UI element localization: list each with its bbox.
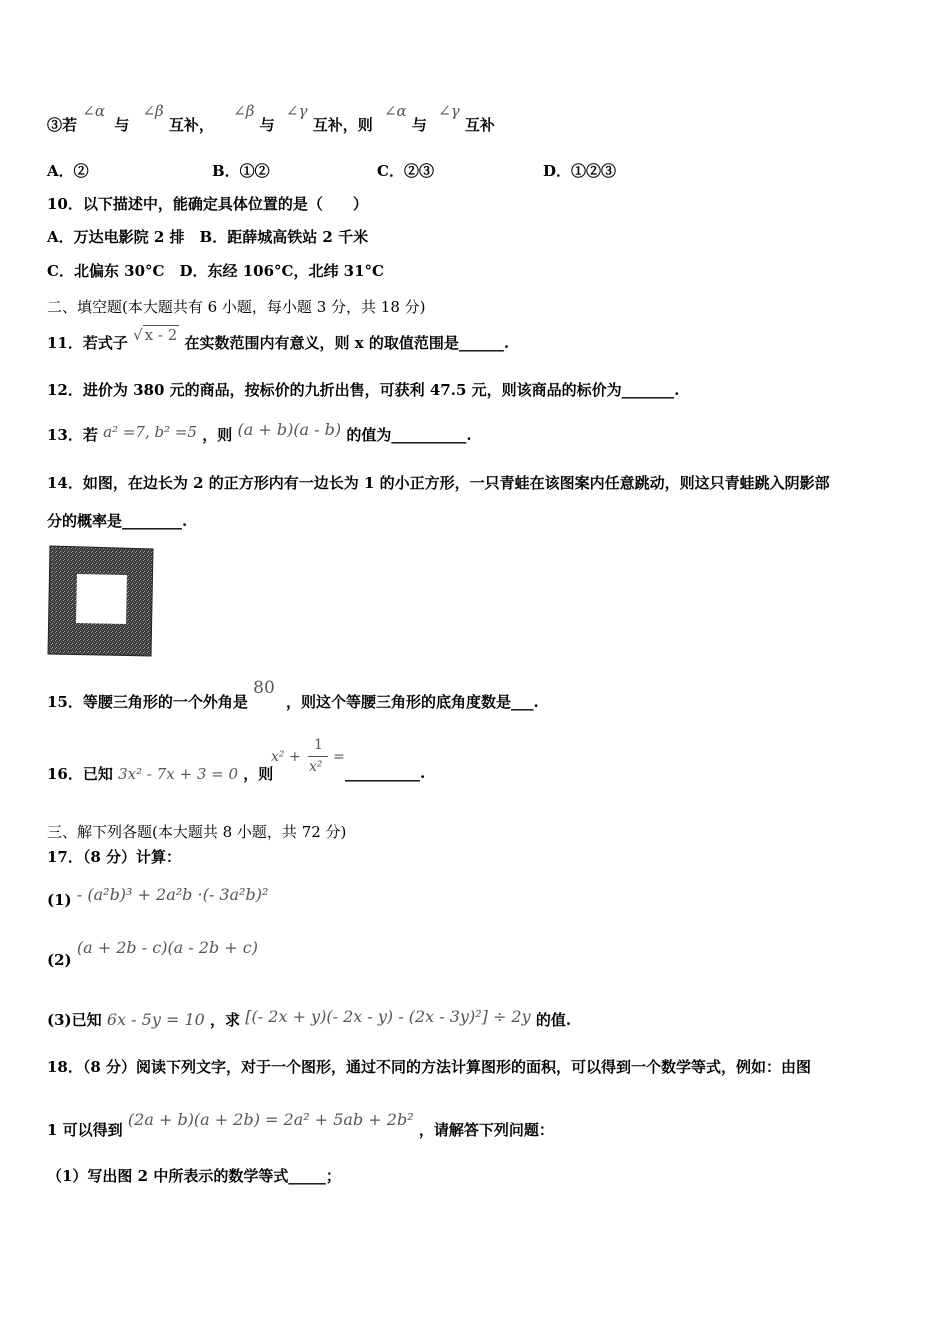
label: (1) bbox=[47, 891, 72, 909]
equation: 3x² - 7x + 3 = 0 bbox=[118, 765, 239, 783]
text: 互补 bbox=[464, 116, 495, 134]
text: 11．若式子 bbox=[47, 334, 128, 352]
q13 bbox=[47, 420, 472, 445]
condition: 6x - 5y = 10 bbox=[106, 1010, 205, 1029]
q9-option-a: A．② bbox=[47, 162, 89, 180]
example-equation: (2a + b)(a + 2b) = 2a² + 5ab + 2b² bbox=[127, 1110, 414, 1129]
q9-option-b: B．①② bbox=[212, 162, 270, 180]
q18-line-2 bbox=[47, 1110, 554, 1140]
text: 互补，则 bbox=[312, 116, 373, 134]
q14-line-2: 分的概率是________. bbox=[47, 512, 188, 530]
text: 在实数范围内有意义，则 x 的取值范围是______. bbox=[184, 334, 510, 352]
expression: - (a²b)³ + 2a²b ·(- 3a²b)² bbox=[76, 885, 269, 904]
denominator: x² bbox=[309, 759, 323, 775]
expression: (a + 2b - c)(a - 2b + c) bbox=[76, 938, 258, 957]
section-2-heading: 二、填空题(本大题共有 6 小题，每小题 3 分，共 18 分) bbox=[47, 298, 426, 316]
equals: = bbox=[333, 749, 345, 765]
text: ，请解答下列问题： bbox=[418, 1121, 554, 1139]
q17-part-1 bbox=[47, 885, 269, 910]
text: ，则这个等腰三角形的底角度数是___. bbox=[286, 693, 539, 711]
q17-part-3 bbox=[47, 1007, 572, 1030]
sqrt-expression: √ x - 2 bbox=[133, 326, 178, 344]
text: 13．若 bbox=[47, 426, 98, 444]
text: 的值. bbox=[535, 1011, 572, 1029]
q12: 12．进价为 380 元的商品，按标价的九折出售，可获利 47.5 元，则该商品的标价为_______. bbox=[47, 381, 680, 399]
q17-stem: 17．（8 分）计算： bbox=[47, 848, 182, 866]
angle-gamma: ∠γ bbox=[438, 102, 460, 120]
expression: [(- 2x + y)(- 2x - y) - (2x - 3y)²] ÷ 2y bbox=[245, 1007, 531, 1026]
text: ，则 bbox=[202, 426, 233, 444]
q18-line-1: 18．（8 分）阅读下列文字，对于一个图形，通过不同的方法计算图形的面积，可以得到一个数学等式，例如：由图 bbox=[47, 1058, 812, 1076]
angle-gamma: ∠γ bbox=[285, 102, 308, 120]
text: ，则 bbox=[243, 765, 274, 783]
angle-value: 80 bbox=[253, 678, 275, 698]
section-3-heading: 三、解下列各题(本大题共 8 小题，共 72 分) bbox=[47, 823, 347, 841]
q17-part-2 bbox=[47, 938, 258, 970]
angle-beta: ∠β bbox=[142, 102, 164, 120]
inner-square bbox=[76, 574, 127, 624]
text: 的值为__________. bbox=[346, 426, 472, 444]
target-expression: (a + b)(a - b) bbox=[237, 420, 342, 439]
q10-options-cd: C．北偏东 30°C D．东经 106°C，北纬 31°C bbox=[47, 262, 384, 280]
q10-options-ab: A．万达电影院 2 排 B．距薛城高铁站 2 千米 bbox=[47, 228, 369, 246]
q10-stem: 10．以下描述中，能确定具体位置的是（ ） bbox=[47, 195, 368, 213]
q9-statement-3 bbox=[47, 102, 495, 135]
q9-option-c: C．②③ bbox=[377, 162, 434, 180]
numerator: 1 bbox=[314, 737, 323, 753]
text: 互补， bbox=[168, 116, 214, 134]
text: ，求 bbox=[210, 1011, 241, 1029]
angle-beta: ∠β bbox=[233, 102, 255, 120]
label: (2) bbox=[47, 951, 72, 969]
angle-alpha: ∠α bbox=[82, 102, 105, 120]
q16-blank: __________. bbox=[345, 764, 426, 782]
radicand: x - 2 bbox=[144, 326, 178, 344]
angle-alpha: ∠α bbox=[383, 102, 407, 120]
q18-sub-1: （1）写出图 2 中所表示的数学等式_____； bbox=[47, 1167, 341, 1185]
q16 bbox=[47, 764, 273, 784]
x-squared: x² + bbox=[271, 749, 301, 765]
text: 1 可以得到 bbox=[47, 1121, 123, 1139]
text: 与 bbox=[259, 116, 275, 134]
text: 与 bbox=[114, 116, 130, 134]
text: ③若 bbox=[47, 116, 78, 134]
text: 16．已知 bbox=[47, 765, 113, 783]
q9-option-d: D．①②③ bbox=[543, 162, 617, 180]
text: 与 bbox=[411, 116, 427, 134]
label: (3)已知 bbox=[47, 1011, 102, 1029]
q14-line-1: 14．如图，在边长为 2 的正方形内有一边长为 1 的小正方形，一只青蛙在该图案内任意跳动，则这只青蛙跳入阴影部 bbox=[47, 474, 830, 492]
condition-expression: a² =7, b² =5 bbox=[103, 423, 197, 441]
q15 bbox=[47, 678, 539, 712]
square-figure bbox=[47, 544, 155, 658]
q11 bbox=[47, 326, 510, 353]
fraction-bar bbox=[308, 756, 328, 757]
text: 15．等腰三角形的一个外角是 bbox=[47, 693, 248, 711]
